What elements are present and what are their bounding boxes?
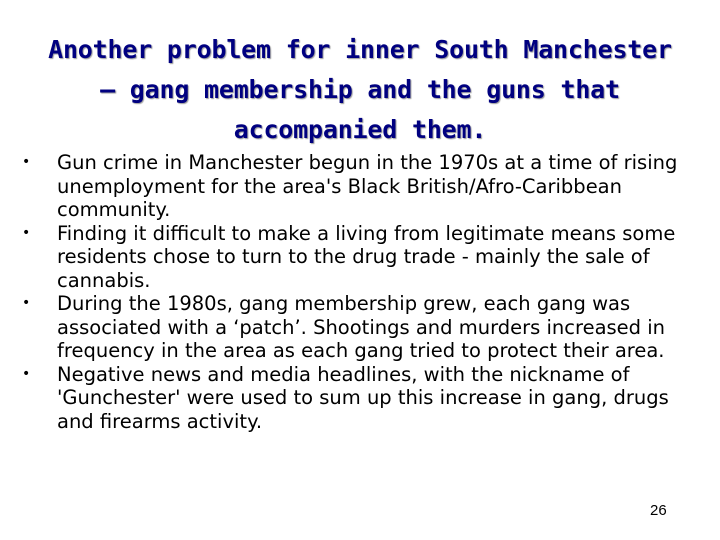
- bullet-item: [0, 151, 707, 222]
- bullet-dot-icon: •: [22, 154, 31, 170]
- bullet-item: [0, 292, 707, 363]
- bullet-dot-icon: •: [22, 224, 31, 241]
- bullet-text: Gun crime in Manchester begun in the 1970s at a time of rising unemployment for the area's Black British/Afro-Caribbean community.: [57, 151, 678, 221]
- bullet-item: [0, 222, 707, 293]
- page-number: 26: [650, 502, 667, 519]
- bullet-dot-icon: •: [22, 295, 31, 311]
- bullet-text: Negative news and media headlines, with the nickname of 'Gunchester' were used to sum up this increase in gang, drugs and firearms activity.: [57, 362, 669, 433]
- bullet-text: Finding it difficult to make a living from legitimate means some residents chose to turn to the drug trade - mainly the sale of cannabis.: [57, 221, 676, 292]
- bullet-text: During the 1980s, gang membership grew, each gang was associated with a ‘patch’. Shootings and murders increased in frequency in the area as each gang tried to protect their area.: [57, 292, 666, 362]
- bullet-list: [0, 151, 720, 433]
- bullet-dot-icon: •: [22, 365, 31, 382]
- slide-title: Another problem for inner South Manchester – gang membership and the guns that accompanied them.: [48, 35, 672, 144]
- bullet-item: [0, 363, 707, 434]
